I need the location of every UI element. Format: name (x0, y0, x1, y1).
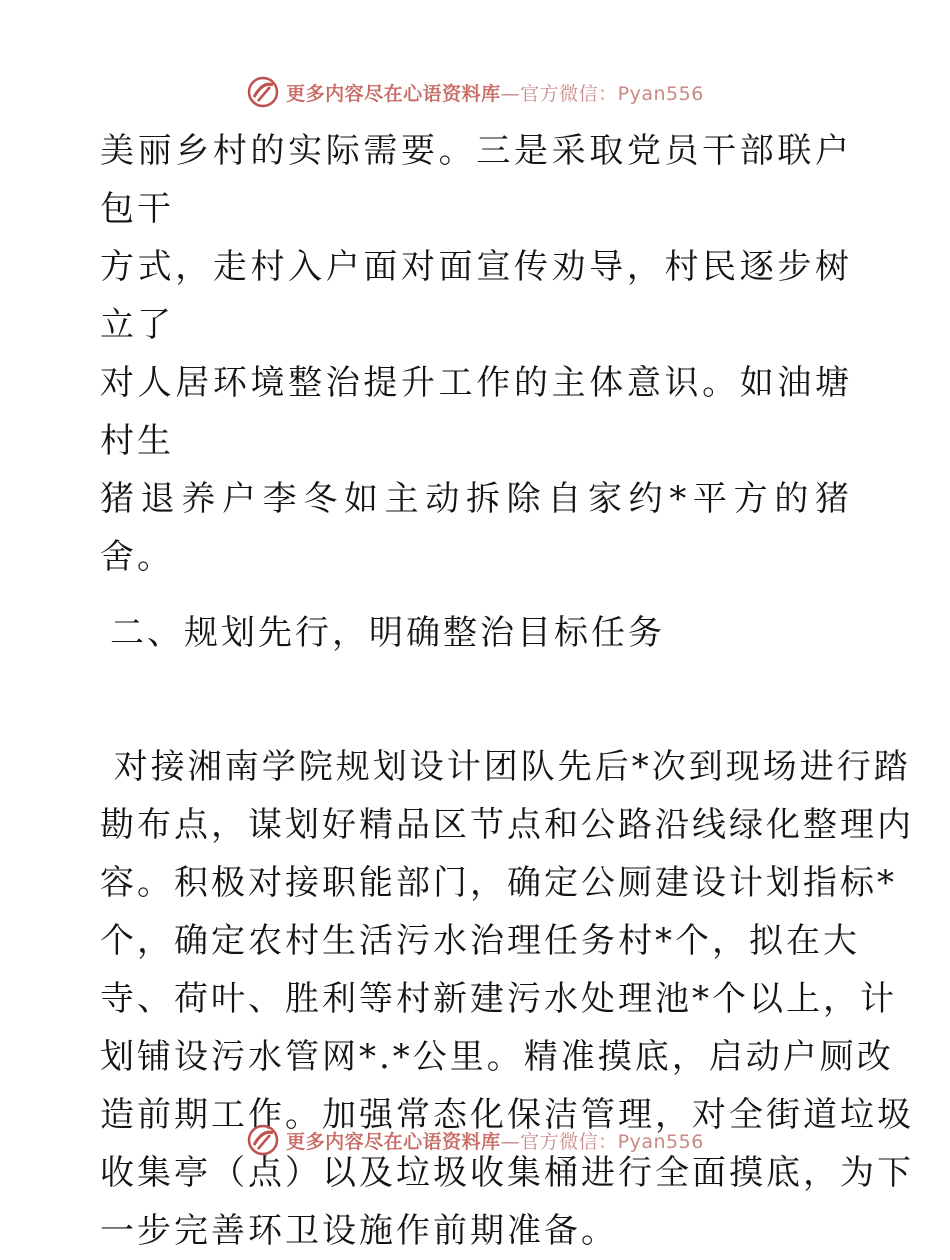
text-line: 容。积极对接职能部门，确定公厕建设计划指标* (100, 863, 897, 903)
text-line: 对接湘南学院规划设计团队先后*次到现场进行踏 (100, 747, 911, 787)
text-line: 一步完善环卫设施作前期准备。 (100, 1211, 618, 1251)
watermark-brand: 更多内容尽在心语资料库 (286, 1130, 501, 1153)
text-line: 收集亭（点）以及垃圾收集桶进行全面摸底，为下 (100, 1153, 914, 1193)
text-line: 个，确定农村生活污水治理任务村*个，拟在大 (100, 921, 860, 961)
text-line: 勘布点，谋划好精品区节点和公路沿线绿化整理内 (100, 805, 914, 845)
watermark-separator: — (500, 82, 521, 105)
brand-logo-icon (246, 1123, 280, 1157)
text-line: 方式，走村入户面对面宣传劝导，村民逐步树立了 (100, 247, 852, 345)
watermark-brand: 更多内容尽在心语资料库 (286, 82, 501, 105)
document-body (100, 122, 914, 1260)
watermark-separator: — (500, 1130, 521, 1153)
header-watermark (0, 72, 950, 112)
text-line: 对人居环境整治提升工作的主体意识。如油塘村生 (100, 363, 852, 461)
brand-logo-icon (246, 75, 280, 109)
text-line: 美丽乡村的实际需要。三是采取党员干部联户包干 (100, 131, 852, 229)
paragraph-1 (100, 122, 852, 586)
text-line: 划铺设污水管网*.*公里。精准摸底，启动户厕改 (100, 1037, 894, 1077)
text-line: 猪退养户李冬如主动拆除自家约*平方的猪舍。 (100, 479, 852, 577)
text-line: 寺、荷叶、胜利等村新建污水处理池*个以上，计 (100, 979, 897, 1019)
watermark-text (286, 1127, 704, 1154)
watermark-text (286, 79, 704, 106)
paragraph-2 (100, 680, 914, 1260)
section-heading: 二、规划先行，明确整治目标任务 (110, 613, 665, 653)
watermark-contact: 官方微信：Pyan556 (520, 1130, 704, 1153)
footer-watermark (0, 1120, 950, 1160)
watermark-contact: 官方微信：Pyan556 (520, 82, 704, 105)
text-line: 造前期工作。加强常态化保洁管理，对全街道垃圾 (100, 1095, 914, 1135)
